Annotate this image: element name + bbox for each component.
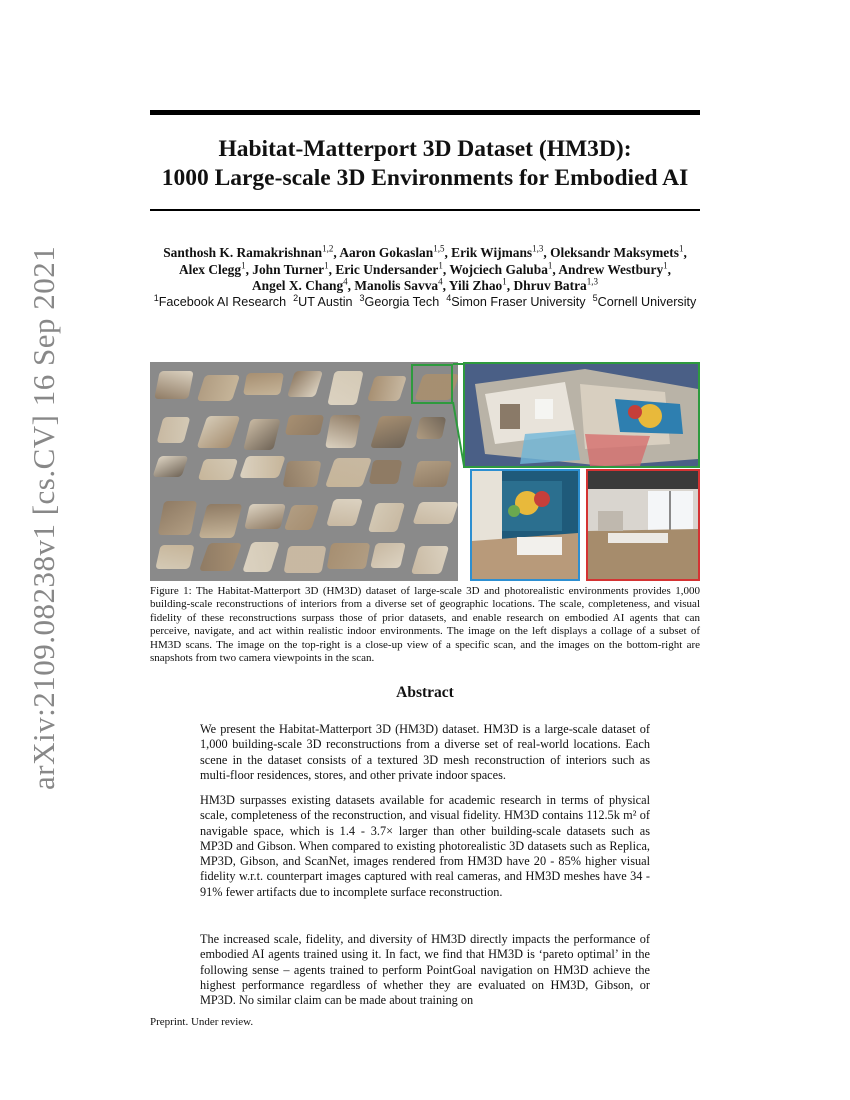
- author-name: Alex Clegg: [178, 261, 242, 277]
- author-line: Alex Clegg$^1$, John Turner$^1$, Eric Undersander$^1$, Wojciech Galuba$^1$, Andrew Westbury$^1$,: [178, 260, 672, 277]
- scan-thumbnail: [199, 543, 242, 571]
- author-name: John Turner: [252, 261, 325, 277]
- scan-thumbnail: [412, 461, 453, 487]
- scan-thumbnail: [243, 373, 284, 395]
- scan-thumbnail: [242, 542, 280, 572]
- scan-thumbnail: [370, 543, 406, 568]
- author-list: [130, 245, 720, 295]
- affiliation-marker: 5: [592, 292, 598, 303]
- author-name: Andrew Westbury: [558, 261, 664, 277]
- scan-thumbnail: [197, 375, 241, 401]
- scan-thumbnail: [411, 546, 450, 574]
- author-affiliation-marker: 1: [241, 260, 246, 271]
- camera-view-left: [470, 469, 580, 581]
- scan-thumbnail: [416, 417, 447, 439]
- scan-thumbnail: [369, 460, 403, 484]
- affiliation-name: Georgia Tech: [364, 295, 440, 309]
- scan-thumbnail: [153, 456, 189, 477]
- author-name: Wojciech Galuba: [449, 261, 548, 277]
- scan-thumbnail: [283, 461, 322, 487]
- author-affiliation-marker: 4: [343, 276, 348, 287]
- paper-title: [150, 135, 700, 193]
- author-affiliation-marker: 1: [678, 243, 684, 254]
- scan-thumbnail: [154, 371, 193, 399]
- zoom-highlight-box: [411, 364, 453, 404]
- scan-thumbnail: [243, 419, 281, 450]
- author-name: Erik Wijmans: [451, 245, 533, 260]
- title-top-rule: [150, 110, 700, 115]
- affiliation-marker: 4: [446, 292, 452, 303]
- author-name: Yili Zhao: [448, 278, 503, 293]
- scan-thumbnail: [326, 543, 370, 569]
- author-affiliation-marker: 1: [502, 276, 507, 287]
- scan-thumbnail: [239, 456, 285, 478]
- abstract-paragraph-3: The increased scale, fidelity, and diversity of HM3D directly impacts the performance of embodied AI agents trained using it. In fact, we find that HM3D is ‘pareto optimal’ in the following sense – agents trained to perform PointGoal navigation on HM3D achieve the highest performance regardless of whether they are evaluated on HM3D, Gibson, or MP3D. No similar claim can be made about training on: [200, 932, 650, 1008]
- scan-thumbnail: [368, 376, 408, 401]
- title-bottom-rule: [150, 209, 700, 211]
- scan-thumbnail: [325, 415, 361, 448]
- scan-thumbnail: [327, 371, 363, 405]
- affiliation-name: Cornell University: [597, 295, 697, 309]
- author-affiliation-marker: 1,5: [433, 243, 445, 254]
- scan-thumbnail: [326, 499, 363, 526]
- author-name: Santhosh K. Ramakrishnan: [163, 245, 323, 260]
- author-affiliation-marker: 1: [324, 260, 329, 271]
- arxiv-identifier-stamp: arXiv:2109.08238v1 [cs.CV] 16 Sep 2021: [26, 245, 61, 790]
- author-affiliation-marker: 1: [547, 260, 553, 271]
- scan-thumbnail: [412, 502, 458, 524]
- author-affiliation-marker: 1,3: [532, 243, 544, 254]
- affiliation-marker: 3: [359, 292, 365, 303]
- scan-thumbnail: [325, 458, 373, 487]
- abstract-paragraph-1: We present the Habitat-Matterport 3D (HM3D) dataset. HM3D is a large-scale dataset of 1,000 building-scale 3D reconstructions from a diverse set of real-world locations. Each scene in the dataset consists of a textured 3D mesh reconstruction of interiors such as multi-floor residences, stores, and other private indoor spaces.: [200, 722, 650, 782]
- scan-thumbnail: [156, 545, 195, 569]
- author-affiliation-marker: 1: [438, 260, 443, 271]
- author-name: Dhruv Batra: [513, 278, 587, 293]
- preprint-footer: Preprint. Under review.: [150, 1016, 254, 1028]
- author-name: Aaron Gokaslan: [339, 245, 434, 260]
- scan-thumbnail: [158, 501, 198, 535]
- affiliation-marker: 1: [153, 292, 159, 303]
- author-affiliation-marker: 4: [438, 276, 443, 287]
- affiliation-name: Simon Fraser University: [451, 295, 586, 309]
- title-line-1: Habitat-Matterport 3D Dataset (HM3D):: [218, 136, 632, 162]
- author-line: Angel X. Chang$^4$, Manolis Savva$^4$, Yili Zhao$^1$, Dhruv Batra$^{1,3}$: [252, 276, 598, 293]
- affiliations: [130, 292, 720, 309]
- author-affiliation-marker: 1,3: [586, 276, 598, 287]
- scan-thumbnail: [244, 504, 286, 529]
- scan-thumbnail: [284, 546, 327, 573]
- scan-thumbnail: [369, 416, 412, 448]
- scan-thumbnail: [284, 505, 319, 530]
- author-line: Santhosh K. Ramakrishnan$^{1,2}$, Aaron Gokaslan$^{1,5}$, Erik Wijmans$^{1,3}$, Oleksandr Maksymets$^1$,: [163, 243, 687, 260]
- author-name: Manolis Savva: [354, 278, 439, 293]
- affiliation-name: Facebook AI Research: [158, 295, 287, 309]
- author-affiliation-marker: 1,2: [322, 243, 334, 254]
- scan-thumbnail: [197, 459, 237, 480]
- author-name: Eric Undersander: [335, 261, 439, 277]
- abstract-heading: Abstract: [396, 684, 454, 701]
- author-name: Oleksandr Maksymets: [550, 245, 679, 260]
- figure-caption: Figure 1: The Habitat-Matterport 3D (HM3D) dataset of large-scale 3D and photorealistic environments provides 1,000 building-scale reconstructions of interiors from a diverse set of geographic locations. The scale, completeness, and visual fidelity of these reconstructions surpass those of prior datasets, and enable research on embodied AI agents that can perceive, navigate, and act within realistic indoor environments. The image on the left displays a collage of a subset of HM3D scans. The image on the top-right is a close-up view of a specific scan, and the images on the bottom-right are snapshots from two camera viewpoints in the scan.: [150, 585, 700, 665]
- camera-view-right: [586, 469, 700, 581]
- scan-thumbnail: [198, 504, 241, 538]
- closeup-scan-view: [463, 362, 700, 468]
- title-line-2: 1000 Large-scale 3D Environments for Embodied AI: [161, 165, 689, 191]
- scan-thumbnail: [368, 503, 405, 532]
- author-affiliation-marker: 1: [663, 260, 668, 271]
- abstract-paragraph-2: HM3D surpasses existing datasets available for academic research in terms of physical scale, completeness of the reconstruction, and visual fidelity. HM3D contains 112.5k m² of navigable space, which is 1.4 - 3.7× larger than other building-scale datasets such as MP3D and Gibson. When compared to existing photorealistic 3D datasets such as Replica, MP3D, Gibson, and ScanNet, images rendered from HM3D have 20 - 85% higher visual fidelity w.r.t. counterpart images captured with real cameras, and HM3D meshes have 34 - 91% fewer artifacts due to incomplete surface reconstruction.: [200, 793, 650, 899]
- scan-thumbnail: [285, 415, 324, 435]
- author-name: Angel X. Chang: [252, 278, 344, 293]
- scan-thumbnail: [157, 417, 191, 443]
- affiliation-name: UT Austin: [298, 295, 353, 309]
- scan-thumbnail: [196, 416, 240, 448]
- scan-thumbnail: [287, 371, 323, 397]
- affiliation-marker: 2: [293, 292, 299, 303]
